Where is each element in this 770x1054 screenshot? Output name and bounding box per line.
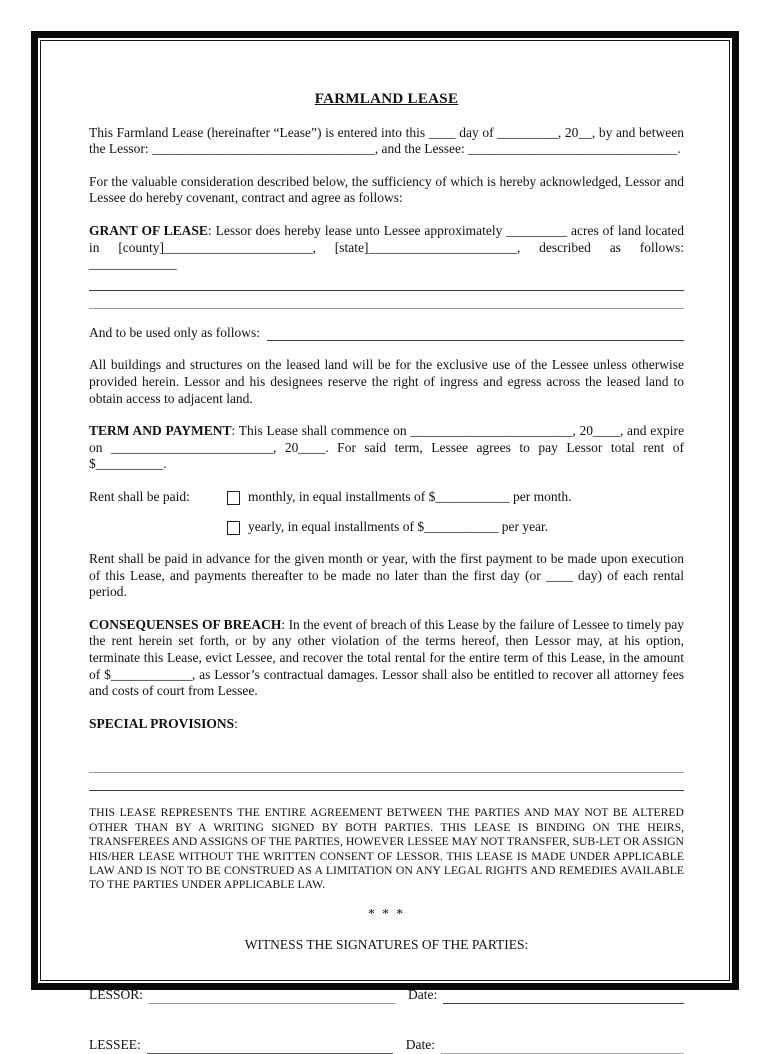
yearly-option-label: yearly, in equal installments of $___________ per year. xyxy=(248,518,549,534)
use-clause-blank-line xyxy=(267,326,684,341)
buildings-paragraph: All buildings and structures on the leased land will be for the exclusive use of the Lessee unless otherwise provided herein. Lessor and his designees reserve the right of ingress and egress across the leased land to obtain access to adjacent land. xyxy=(89,357,684,406)
consequences-of-breach-text: : In the event of breach of this Lease by the failure of Lessee to timely pay the rent herein set forth, or by any other violation of the terms hereof, then Lessor may, at his option, terminate this Lease, evict Lessee, and recover the total rental for the entire term of this Lease, in the amount of $____________, as Lessor’s contractual damages. Lessor shall also be entitled to recover all attorney fees and costs of court from Lessee. xyxy=(89,616,684,699)
breach-paragraph xyxy=(89,617,684,700)
monthly-checkbox[interactable] xyxy=(227,491,240,505)
lessor-label: LESSOR: xyxy=(89,987,144,1003)
term-and-payment-heading: TERM AND PAYMENT xyxy=(89,423,232,439)
special-provisions-colon: : xyxy=(234,715,238,731)
grant-of-lease-heading: GRANT OF LEASE xyxy=(89,222,208,238)
special-provisions-paragraph xyxy=(89,716,684,733)
description-blank-line-2 xyxy=(89,291,684,309)
lessee-date-line xyxy=(441,1039,684,1054)
term-and-payment-text: : This Lease shall commence on ________________________, 20____, and expire on ________________________, 20____. For said term, Lessee agrees to pay Lessor total rent of $__________. xyxy=(89,423,685,472)
grant-of-lease-text: : Lessor does hereby lease unto Lessee approximately _________ acres of land located in [county]______________________, [state]______________________, described as follows: _____________ xyxy=(89,222,684,272)
rent-paid-label: Rent shall be paid: xyxy=(89,488,190,504)
rent-paid-label-spacer xyxy=(89,519,227,536)
term-and-payment-paragraph xyxy=(89,423,684,473)
use-clause-label: And to be used only as follows: xyxy=(89,324,260,340)
lessor-signature-line xyxy=(149,989,395,1004)
lessee-label: LESSEE: xyxy=(89,1037,141,1053)
consideration-paragraph: For the valuable consideration described below, the sufficiency of which is hereby acknowledged, Lessor and Lessee do hereby covenant, contract and agree as follows: xyxy=(89,173,684,206)
special-provisions-blank-line-2 xyxy=(89,773,684,791)
document-title xyxy=(89,91,684,108)
entire-agreement-paragraph: THIS LEASE REPRESENTS THE ENTIRE AGREEMENT BETWEEN THE PARTIES AND MAY NOT BE ALTERED OTHER THAN BY A WRITING SIGNED BY BOTH PARTIES. THIS LEASE IS BINDING ON THE HEIRS, TRANSFEREES AND ASSIGNS OF THE PARTIES, HOWEVER LESSEE MAY NOT TRANSFER, SUB-LET OR ASSIGN HIS/HER LEASE WITHOUT THE WRITTEN CONSENT OF LESSOR. THIS LEASE IS MADE UNDER APPLICABLE LAW AND IS NOT TO BE CONSTRUED AS A LIMITATION ON ANY LEGAL RIGHTS AND REMEDIES AVAILABLE TO THE PARTIES UNDER APPLICABLE LAW. xyxy=(89,806,684,892)
document-page xyxy=(40,40,730,1053)
rent-paid-yearly-row xyxy=(89,519,684,536)
description-blank-line-1 xyxy=(89,273,684,291)
use-clause-row xyxy=(89,325,684,342)
consequences-of-breach-heading: CONSEQUENSES OF BREACH xyxy=(89,616,282,632)
lessee-signature-line xyxy=(147,1039,393,1054)
document-title-text: FARMLAND LEASE xyxy=(314,91,459,107)
section-separator-stars: * * * xyxy=(368,905,405,921)
lessor-date-label: Date: xyxy=(408,987,438,1003)
monthly-option xyxy=(227,489,571,506)
yearly-option xyxy=(227,519,548,536)
grant-of-lease-paragraph xyxy=(89,223,684,273)
lessor-signature-row xyxy=(89,985,684,1004)
yearly-checkbox[interactable] xyxy=(227,521,240,535)
monthly-option-label: monthly, in equal installments of $___________ per month. xyxy=(248,488,572,504)
advance-payment-paragraph: Rent shall be paid in advance for the given month or year, with the first payment to be made upon execution of this Lease, and payments thereafter to be made no later than the first day (or ____ day) of each rental period. xyxy=(89,551,684,600)
page-border xyxy=(31,31,739,1053)
lessee-signature-row xyxy=(89,1035,684,1054)
witness-heading: WITNESS THE SIGNATURES OF THE PARTIES: xyxy=(244,937,529,953)
intro-paragraph: This Farmland Lease (hereinafter “Lease”) is entered into this ____ day of _________, 20__, by and between the Lessor: _________________________________, and the Lessee: _______________________________. xyxy=(89,124,684,157)
lessor-date-line xyxy=(443,989,684,1004)
lessee-date-label: Date: xyxy=(405,1037,436,1053)
rent-paid-monthly-row xyxy=(89,489,684,506)
special-provisions-heading: SPECIAL PROVISIONS xyxy=(89,715,235,731)
special-provisions-blank-line-1 xyxy=(89,748,684,773)
